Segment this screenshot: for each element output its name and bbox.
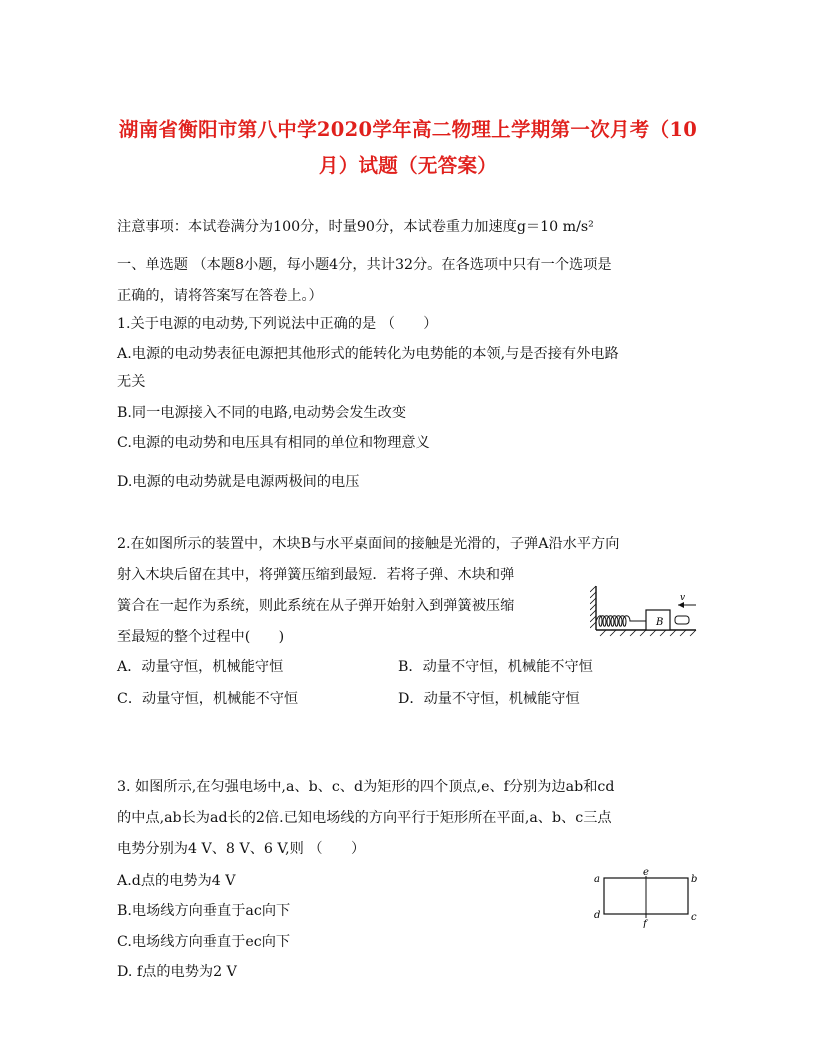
section-heading-line-1: 一、单选题 （本题8小题，每小题4分，共计32分。在各选项中只有一个选项是 (117, 257, 612, 273)
exam-title-line-1: 湖南省衡阳市第八中学2020学年高二物理上学期第一次月考（10 (118, 118, 698, 141)
q3-stem-line-3: 电势分别为4 V、8 V、6 V,则 （ ） (117, 841, 366, 857)
q1-option-a-line-1: A.电源的电动势表征电源把其他形式的能转化为电势能的本领,与是否接有外电路 (117, 346, 619, 362)
velocity-label: v (680, 593, 686, 603)
q3-stem-line-2: 的中点,ab长为ad长的2倍.已知电场线的方向平行于矩形所在平面,a、b、c三点 (117, 810, 612, 826)
q2-stem-line-2: 射入木块后留在其中，将弹簧压缩到最短．若将子弹、木块和弹 (117, 567, 515, 583)
label-b: b (691, 874, 698, 885)
spring-block-diagram (590, 584, 700, 640)
label-c: c (691, 912, 697, 923)
rectangle-field-diagram (590, 866, 702, 928)
q2-option-a: A．动量守恒，机械能守恒 (117, 659, 284, 675)
q3-option-d: D. f点的电势为2 V (117, 964, 237, 980)
q1-option-c: C.电源的电动势和电压具有相同的单位和物理意义 (117, 435, 430, 451)
label-d: d (594, 910, 601, 921)
q2-option-c: C．动量守恒，机械能不守恒 (117, 691, 299, 707)
spring-coil (596, 616, 646, 627)
bullet-a (675, 616, 689, 624)
section-heading-line-2: 正确的，请将答案写在答卷上。） (117, 288, 323, 304)
block-b-label: B (656, 617, 664, 628)
q2-stem-line-1: 2.在如图所示的装置中，木块B与水平桌面间的接触是光滑的，子弹A沿水平方向 (117, 536, 620, 552)
q2-stem-line-4: 至最短的整个过程中( ) (117, 629, 285, 645)
label-e: e (643, 867, 649, 878)
label-a: a (594, 874, 600, 885)
exam-title-line-2: 月）试题（无答案） (318, 154, 498, 177)
q1-stem: 1.关于电源的电动势,下列说法中正确的是 （ ） (117, 316, 438, 332)
q2-stem-line-3: 簧合在一起作为系统，则此系统在从子弹开始射入到弹簧被压缩 (117, 598, 515, 614)
q3-option-b: B.电场线方向垂直于ac向下 (117, 903, 291, 919)
q3-option-c: C.电场线方向垂直于ec向下 (117, 934, 291, 950)
q1-option-a-line-2: 无关 (117, 374, 146, 390)
q1-option-d: D.电源的电动势就是电源两极间的电压 (117, 474, 360, 490)
q3-option-a: A.d点的电势为4 V (117, 873, 236, 889)
label-f: f (643, 919, 647, 928)
q3-stem-line-1: 3. 如图所示,在匀强电场中,a、b、c、d为矩形的四个顶点,e、f分别为边ab和cd (117, 779, 615, 795)
q1-option-b: B.同一电源接入不同的电路,电动势会发生改变 (117, 405, 407, 421)
notice-text: 注意事项：本试卷满分为100分，时量90分，本试卷重力加速度g＝10 m/s² (117, 219, 594, 235)
q2-option-b: B．动量不守恒，机械能不守恒 (398, 659, 593, 675)
q2-option-d: D．动量不守恒，机械能守恒 (398, 691, 580, 707)
